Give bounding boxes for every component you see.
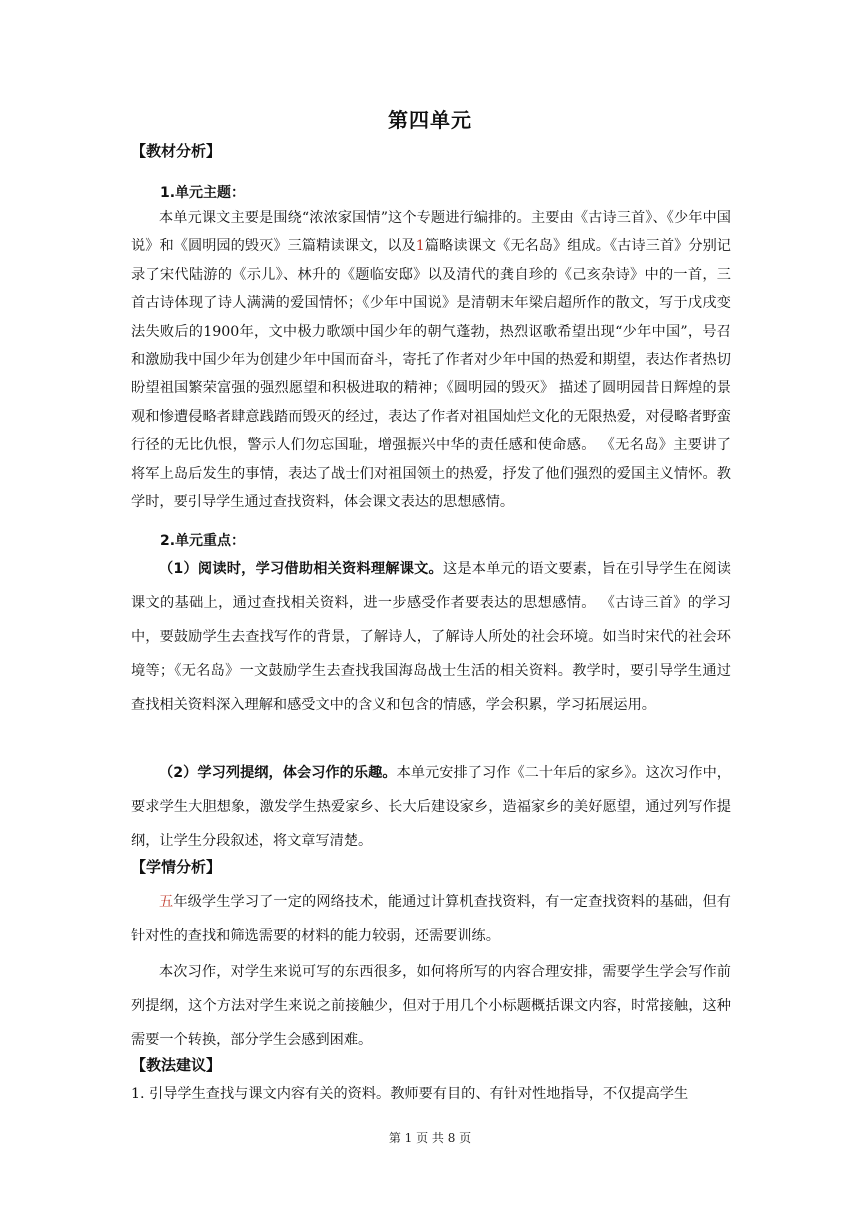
focus-1-text: 这是本单元的语文要素，旨在引导学生在阅读课文的基础上，通过查找相关资料，进一步感受作者要表达的思想感情。 《古诗三首》的学习中，要鼓励学生去查找写作的背景，了解诗人，了解诗人所处的社会环境。如当时宋代的社会环境等；《无名岛》一文鼓励学生去查找我国海岛战士生活的相关资料。教学时，要引导学生通过查找相关资料深入理解和感受文中的含义和包含的情感，学会积累，学习拓展运用。	[131, 561, 731, 713]
section-heading-analysis: 【教材分析】	[131, 142, 222, 160]
section-heading-learning: 【学情分析】	[131, 858, 222, 876]
theme-text-1: 本单元课文主要是围绕“浓浓家国情”这个专题进行编排的。主要由《古诗三首》、《少年中国说》和《圆明园的毁灭》三篇精读课文，以及	[131, 210, 731, 255]
paragraph-learning-2: 本次习作，对学生来说可写的东西很多，如何将所写的内容合理安排，需要学生学会写作前列提纲，这个方法对学生来说之前接触少，但对于用几个小标题概括课文内容，时常接触，这种需要一个转换，部分学生会感到困难。	[131, 964, 731, 1048]
subheading-theme: 1.单元主题：	[160, 185, 246, 201]
page-title: 第四单元	[388, 108, 472, 132]
paragraph-method-1: 1. 引导学生查找与课文内容有关的资料。教师要有目的、有针对性地指导，不仅提高学生	[131, 1086, 689, 1102]
focus-1-bold: （1）阅读时，学习借助相关资料理解课文。	[159, 561, 443, 577]
paragraph-theme	[131, 204, 731, 516]
theme-red-number: 1	[415, 238, 425, 255]
learning-red-grade: 五	[159, 894, 174, 910]
section-heading-method: 【教法建议】	[131, 1056, 222, 1074]
focus-2-bold: （2）学习列提纲，体会习作的乐趣。	[159, 765, 397, 781]
focus-2-text: 本单元安排了习作《二十年后的家乡》。这次习作中，要求学生大胆想象，激发学生热爱家乡、长大后建设家乡，造福家乡的美好愿望，通过列写作提纲，让学生分段叙述，将文章写清楚。	[131, 765, 731, 849]
subheading-focus: 2.单元重点：	[160, 533, 246, 549]
theme-text-2: 篇略读课文《无名岛》组成。《古诗三首》分别记录了宋代陆游的《示儿》、林升的《题临安邸》以及清代的龚自珍的《己亥杂诗》中的一首，三首古诗体现了诗人满满的爱国情怀；《少年中国说》是清朝末年梁启超所作的散文，写于戊戌变法失败后的1900年，文中极力歌颂中国少年的朝气蓬勃，热烈讴歌希望出现“少年中国”，号召和激励我中国少年为创建少年中国而奋斗，寄托了作者对少年中国的热爱和期望，表达作者热切盼望祖国繁荣富强的强烈愿望和积极进取的精神；《圆明园的毁灭》 描述了圆明园昔日辉煌的景观和惨遭侵略者肆意践踏而毁灭的经过，表达了作者对祖国灿烂文化的无限热爱，对侵略者野蛮行径的无比仇恨，警示人们勿忘国耻，增强振兴中华的责任感和使命感。 《无名岛》主要讲了将军上岛后发生的事情，表达了战士们对祖国领土的热爱，抒发了他们强烈的爱国主义情怀。教学时，要引导学生通过查找资料，体会课文表达的思想感情。	[131, 238, 731, 511]
paragraph-learning-1	[131, 885, 731, 953]
page-footer: 第 1 页 共 8 页	[388, 1131, 472, 1145]
paragraph-focus-1	[131, 552, 731, 722]
learning-1-text: 年级学生学习了一定的网络技术，能通过计算机查找资料，有一定查找资料的基础，但有针对性的查找和筛选需要的材料的能力较弱，还需要训练。	[131, 894, 731, 944]
paragraph-focus-2	[131, 756, 731, 858]
